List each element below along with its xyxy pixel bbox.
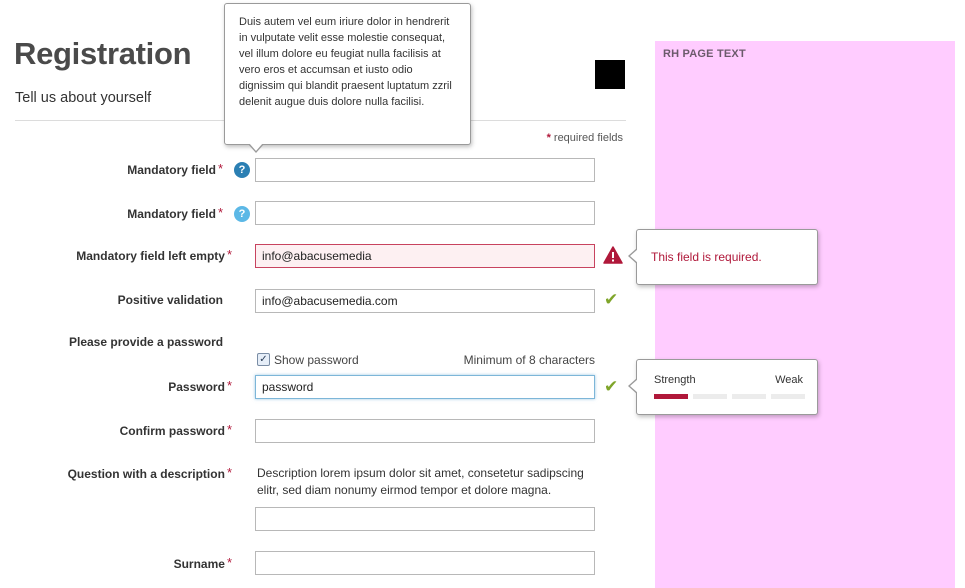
strength-segment-4 [771,394,805,399]
tooltip-arrow-inner [249,143,263,151]
left-empty-input[interactable] [255,244,595,268]
question-input[interactable] [255,507,595,531]
page-subtitle: Tell us about yourself [15,90,152,106]
required-star: * [226,247,232,262]
mandatory-field-input-2[interactable] [255,201,595,225]
error-message: This field is required. [651,250,762,264]
password-section-label: Please provide a password [69,335,224,349]
required-fields-text: required fields [553,132,623,144]
strength-level-text: Weak [775,374,803,386]
strength-bubble-arrow-inner [630,379,638,393]
confirm-password-label-text: Confirm password [119,424,225,438]
check-icon: ✔ [604,377,619,396]
placeholder-square [595,60,625,89]
help-tooltip [224,3,471,145]
strength-segment-1 [654,394,688,399]
surname-label [174,557,232,572]
left-empty-label-text: Mandatory field left empty [76,249,225,263]
strength-bubble [636,359,818,415]
positive-validation-input[interactable] [255,289,595,313]
required-star: * [226,422,232,437]
required-star: * [226,465,232,480]
required-star: * [217,205,223,220]
mandatory-field-label-text: Mandatory field [127,163,216,177]
question-description: Description lorem ipsum dolor sit amet, consetetur sadipscing elitr, sed diam nonumy eirmod tempor et dolore magna. [257,466,584,497]
help-tooltip-text: Duis autem vel eum iriure dolor in hendrerit in vulputate velit esse molestie consequat, vel illum dolore eu feugiat nulla facilisis at vero eros et accumsan et iusto odio dignissim qui blandit praesent luptatum zzril delenit augue duis dolore nulla facilisi. [239,16,452,108]
left-empty-label [76,249,232,264]
min-chars-hint: Minimum of 8 characters [463,353,595,367]
error-bubble-arrow-inner [630,249,638,263]
positive-validation-label: Positive validation [117,293,223,307]
show-password-label[interactable]: Show password [274,353,359,367]
required-star: * [217,161,223,176]
show-password-checkbox[interactable]: ✓ [257,353,270,366]
question-icon[interactable]: ? [234,206,250,222]
rh-page-text: RH PAGE TEXT [663,48,746,60]
question-label [68,467,232,482]
confirm-password-input[interactable] [255,419,595,443]
password-label-text: Password [168,380,225,394]
mandatory-field-input[interactable] [255,158,595,182]
required-star: * [546,132,551,144]
right-hand-panel [655,41,955,588]
strength-segment-2 [693,394,727,399]
strength-segment-3 [732,394,766,399]
warning-icon [603,246,623,264]
mandatory-field-label [127,207,223,222]
strength-label: Strength [654,374,696,386]
question-label-text: Question with a description [67,467,225,481]
surname-label-text: Surname [173,557,225,571]
page-title: Registration [14,36,192,71]
check-icon: ✔ [604,290,619,309]
confirm-password-label [120,424,232,439]
mandatory-field-label-text: Mandatory field [127,207,216,221]
password-input[interactable] [255,375,595,399]
required-star: * [226,378,232,393]
question-icon[interactable]: ? [234,162,250,178]
password-label [168,380,232,395]
required-star: * [226,555,232,570]
surname-input[interactable] [255,551,595,575]
error-bubble [636,229,818,285]
mandatory-field-label [127,163,223,178]
required-fields-note [547,132,623,144]
